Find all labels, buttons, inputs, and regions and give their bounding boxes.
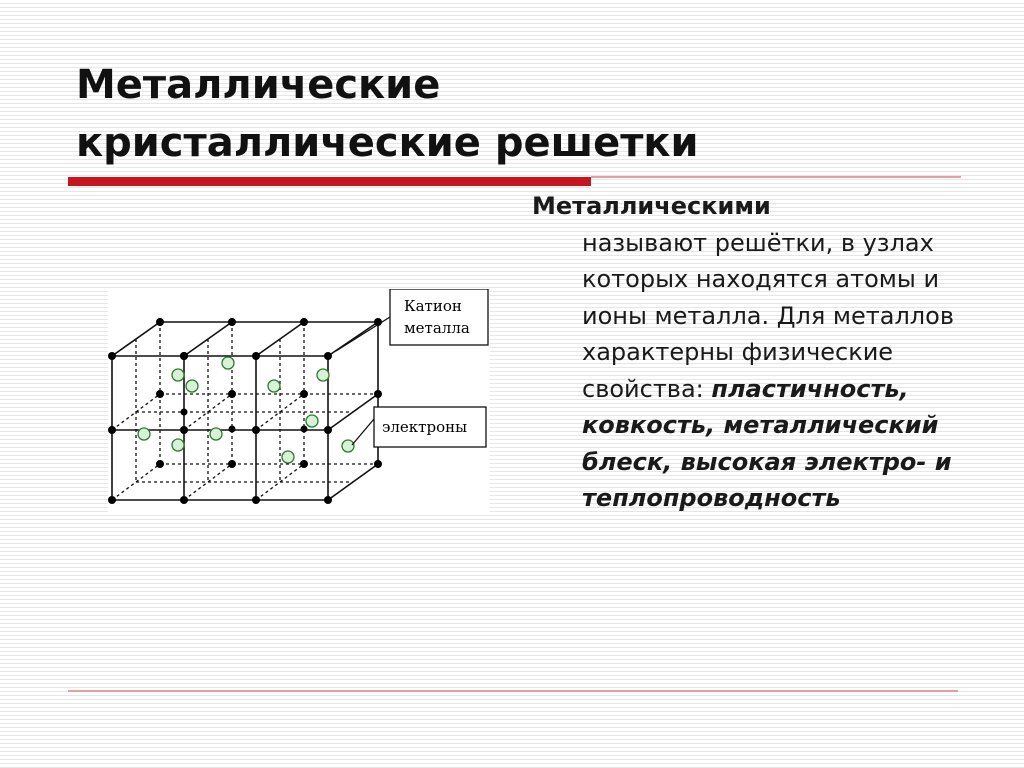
slide-title bbox=[76, 56, 956, 172]
electrons-label: электроны bbox=[382, 418, 468, 436]
title-underline-thin bbox=[591, 176, 961, 178]
title-underline-red bbox=[68, 177, 591, 186]
title-line-2: кристаллические решетки bbox=[76, 120, 699, 166]
definition-body bbox=[532, 225, 972, 517]
definition-lead: Металлическими bbox=[532, 192, 771, 220]
metal-properties: пластичность, ковкость, металлический блеск, высокая электро- и теплопроводность bbox=[582, 374, 952, 512]
lattice-svg bbox=[108, 289, 490, 512]
title-line-1: Металлические bbox=[76, 62, 441, 108]
cation-label-line-1: Катион bbox=[404, 297, 462, 315]
definition-sentence: называют решётки, в узлах которых находятся атомы и ионы металла. Для металлов характерны физические свойства: bbox=[582, 228, 954, 403]
cation-nodes bbox=[108, 318, 382, 504]
electron-dots bbox=[138, 357, 354, 463]
footer-rule bbox=[68, 690, 958, 692]
cation-label-line-2: металла bbox=[404, 319, 470, 337]
metal-lattice-diagram bbox=[108, 289, 490, 512]
electron-leader-line bbox=[352, 419, 374, 445]
definition-text bbox=[532, 188, 972, 517]
